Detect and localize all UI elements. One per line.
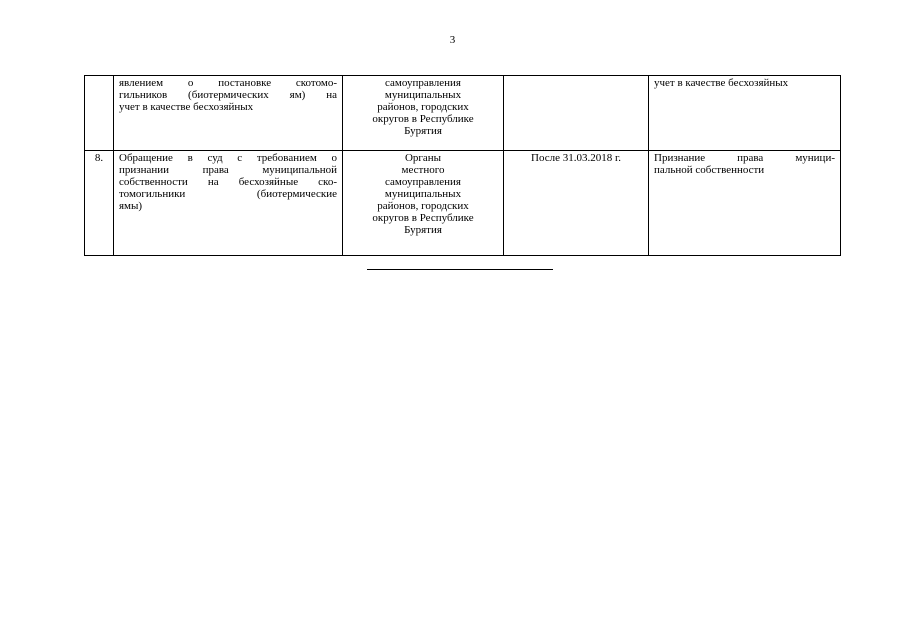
result-line: пальной собственности [654, 164, 765, 176]
executor-line: Бурятия [404, 125, 442, 137]
executor-line: самоуправления [385, 77, 461, 89]
page-number: 3 [449, 34, 456, 46]
executor-cell [343, 76, 504, 151]
plan-table-body [85, 76, 841, 256]
executor-line: районов, городских [377, 101, 469, 113]
result-cell [649, 76, 841, 151]
action-line: собственности на бесхозяйные ско- [119, 176, 337, 188]
result-line: Признание права муници- [654, 152, 835, 164]
action-line: признании права муниципальной [119, 164, 337, 176]
action-cell [114, 151, 343, 256]
executor-line: округов в Республике [372, 212, 474, 224]
executor-line: Бурятия [404, 224, 442, 236]
executor-line: районов, городских [377, 200, 469, 212]
table-row [85, 76, 841, 151]
plan-table [84, 75, 841, 256]
executor-cell [343, 151, 504, 256]
executor-line: местного [401, 164, 445, 176]
row-number-cell: 8. [85, 151, 114, 256]
executor-line: муниципальных [384, 89, 462, 101]
executor-line: округов в Республике [372, 113, 474, 125]
deadline-cell [504, 76, 649, 151]
result-line: учет в качестве бесхозяйных [654, 77, 789, 89]
executor-line: самоуправления [385, 176, 461, 188]
row-number-cell [85, 76, 114, 151]
action-line: томогильники (биотермические [119, 188, 337, 200]
result-cell [649, 151, 841, 256]
action-line: явлением о постановке скотомо- [119, 77, 337, 89]
executor-line: муниципальных [384, 188, 462, 200]
executor-line: Органы [404, 152, 442, 164]
deadline-cell: После 31.03.2018 г. [504, 151, 649, 256]
action-cell [114, 76, 343, 151]
action-line: ямы) [119, 200, 143, 212]
action-line: гильников (биотермических ям) на [119, 89, 337, 101]
action-line: учет в качестве бесхозяйных [119, 101, 254, 113]
action-line: Обращение в суд с требованием о [119, 152, 337, 164]
table-row [85, 151, 841, 256]
end-of-document-rule [367, 269, 553, 270]
